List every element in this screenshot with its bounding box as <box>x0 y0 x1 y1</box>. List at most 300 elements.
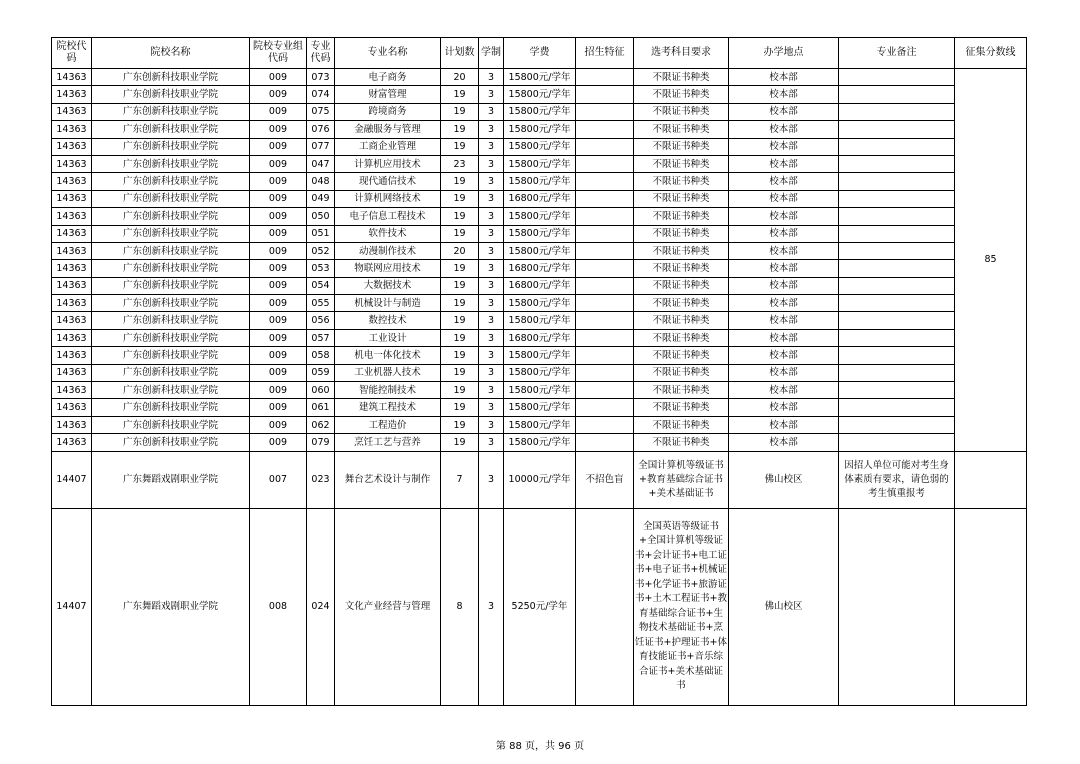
cell-mcode: 050 <box>307 208 335 225</box>
table-row <box>52 260 1027 277</box>
cell-major: 工业设计 <box>335 329 441 346</box>
cell-plan: 19 <box>441 416 479 433</box>
cell-remark <box>839 155 955 172</box>
cell-feature <box>576 364 634 381</box>
cell-mcode: 054 <box>307 277 335 294</box>
cell-feature <box>576 225 634 242</box>
cell-major: 机电一体化技术 <box>335 347 441 364</box>
cell-fee: 15800元/学年 <box>504 382 576 399</box>
cell-mcode: 058 <box>307 347 335 364</box>
table-row <box>52 434 1027 451</box>
admissions-table <box>51 37 1027 706</box>
header-remark: 专业备注 <box>839 38 955 69</box>
cell-name: 广东创新科技职业学院 <box>92 312 250 329</box>
cell-fee: 15800元/学年 <box>504 138 576 155</box>
cell-campus: 校本部 <box>729 155 839 172</box>
cell-score <box>955 451 1027 508</box>
cell-subjects: 不限证书种类 <box>634 173 729 190</box>
table-row <box>52 225 1027 242</box>
cell-plan: 19 <box>441 121 479 138</box>
cell-mcode: 059 <box>307 364 335 381</box>
cell-group: 009 <box>250 382 307 399</box>
cell-remark <box>839 69 955 86</box>
cell-years: 3 <box>479 508 504 705</box>
cell-major: 文化产业经营与管理 <box>335 508 441 705</box>
cell-name: 广东创新科技职业学院 <box>92 190 250 207</box>
cell-group: 009 <box>250 364 307 381</box>
cell-code: 14363 <box>52 155 92 172</box>
cell-years: 3 <box>479 190 504 207</box>
cell-campus: 校本部 <box>729 260 839 277</box>
table-row <box>52 347 1027 364</box>
cell-years: 3 <box>479 69 504 86</box>
cell-fee: 16800元/学年 <box>504 260 576 277</box>
cell-plan: 19 <box>441 86 479 103</box>
cell-name: 广东创新科技职业学院 <box>92 138 250 155</box>
cell-feature <box>576 86 634 103</box>
cell-code: 14363 <box>52 416 92 433</box>
table-row <box>52 69 1027 86</box>
cell-campus: 校本部 <box>729 86 839 103</box>
cell-major: 工商企业管理 <box>335 138 441 155</box>
cell-campus: 校本部 <box>729 208 839 225</box>
cell-major: 大数据技术 <box>335 277 441 294</box>
header-years: 学制 <box>479 38 504 69</box>
cell-fee: 15800元/学年 <box>504 416 576 433</box>
table-row <box>52 329 1027 346</box>
table-row <box>52 190 1027 207</box>
cell-campus: 校本部 <box>729 190 839 207</box>
table-row <box>52 155 1027 172</box>
cell-name: 广东创新科技职业学院 <box>92 173 250 190</box>
cell-code: 14363 <box>52 312 92 329</box>
cell-campus: 校本部 <box>729 416 839 433</box>
cell-remark: 因招人单位可能对考生身体素质有要求，请色弱的考生慎重报考 <box>839 451 955 508</box>
cell-major: 动漫制作技术 <box>335 242 441 259</box>
cell-fee: 10000元/学年 <box>504 451 576 508</box>
cell-code: 14363 <box>52 347 92 364</box>
cell-major: 计算机网络技术 <box>335 190 441 207</box>
cell-name: 广东舞蹈戏剧职业学院 <box>92 451 250 508</box>
cell-years: 3 <box>479 382 504 399</box>
cell-group: 009 <box>250 155 307 172</box>
cell-subjects: 不限证书种类 <box>634 329 729 346</box>
header-score: 征集分数线 <box>955 38 1027 69</box>
cell-group: 009 <box>250 416 307 433</box>
cell-campus: 校本部 <box>729 399 839 416</box>
cell-fee: 15800元/学年 <box>504 364 576 381</box>
cell-code: 14363 <box>52 138 92 155</box>
cell-name: 广东创新科技职业学院 <box>92 382 250 399</box>
cell-remark <box>839 312 955 329</box>
cell-mcode: 024 <box>307 508 335 705</box>
cell-mcode: 051 <box>307 225 335 242</box>
header-name: 院校名称 <box>92 38 250 69</box>
cell-remark <box>839 382 955 399</box>
cell-plan: 19 <box>441 103 479 120</box>
cell-plan: 19 <box>441 173 479 190</box>
cell-group: 009 <box>250 86 307 103</box>
header-campus: 办学地点 <box>729 38 839 69</box>
cell-feature <box>576 190 634 207</box>
cell-years: 3 <box>479 260 504 277</box>
cell-remark <box>839 416 955 433</box>
cell-plan: 19 <box>441 329 479 346</box>
cell-group: 009 <box>250 138 307 155</box>
cell-name: 广东舞蹈戏剧职业学院 <box>92 508 250 705</box>
cell-subjects: 不限证书种类 <box>634 242 729 259</box>
cell-name: 广东创新科技职业学院 <box>92 103 250 120</box>
cell-fee: 15800元/学年 <box>504 434 576 451</box>
cell-major: 工程造价 <box>335 416 441 433</box>
cell-remark <box>839 103 955 120</box>
cell-plan: 20 <box>441 242 479 259</box>
header-mcode: 专业代码 <box>307 38 335 69</box>
cell-code: 14363 <box>52 277 92 294</box>
cell-mcode: 057 <box>307 329 335 346</box>
cell-code: 14363 <box>52 225 92 242</box>
cell-major: 软件技术 <box>335 225 441 242</box>
cell-years: 3 <box>479 155 504 172</box>
cell-remark <box>839 208 955 225</box>
cell-group: 009 <box>250 173 307 190</box>
cell-code: 14363 <box>52 364 92 381</box>
table-row <box>52 399 1027 416</box>
cell-plan: 19 <box>441 312 479 329</box>
cell-feature <box>576 434 634 451</box>
cell-campus: 校本部 <box>729 364 839 381</box>
cell-feature <box>576 312 634 329</box>
cell-name: 广东创新科技职业学院 <box>92 260 250 277</box>
cell-subjects: 不限证书种类 <box>634 416 729 433</box>
cell-feature <box>576 155 634 172</box>
cell-name: 广东创新科技职业学院 <box>92 155 250 172</box>
cell-mcode: 062 <box>307 416 335 433</box>
cell-mcode: 076 <box>307 121 335 138</box>
cell-subjects: 不限证书种类 <box>634 103 729 120</box>
cell-feature <box>576 69 634 86</box>
table-row <box>52 121 1027 138</box>
cell-major: 烹饪工艺与营养 <box>335 434 441 451</box>
cell-fee: 15800元/学年 <box>504 399 576 416</box>
cell-subjects: 不限证书种类 <box>634 260 729 277</box>
cell-major: 数控技术 <box>335 312 441 329</box>
cell-subjects: 不限证书种类 <box>634 434 729 451</box>
cell-plan: 19 <box>441 260 479 277</box>
table-row-dance-1 <box>52 451 1027 508</box>
cell-name: 广东创新科技职业学院 <box>92 295 250 312</box>
cell-years: 3 <box>479 277 504 294</box>
cell-group: 009 <box>250 399 307 416</box>
table-row <box>52 364 1027 381</box>
cell-remark <box>839 347 955 364</box>
cell-major: 物联网应用技术 <box>335 260 441 277</box>
cell-subjects: 不限证书种类 <box>634 277 729 294</box>
cell-mcode: 052 <box>307 242 335 259</box>
header-row <box>52 38 1027 69</box>
cell-group: 009 <box>250 312 307 329</box>
cell-mcode: 023 <box>307 451 335 508</box>
cell-feature <box>576 260 634 277</box>
cell-plan: 8 <box>441 508 479 705</box>
cell-mcode: 049 <box>307 190 335 207</box>
cell-group: 009 <box>250 208 307 225</box>
cell-feature <box>576 347 634 364</box>
cell-remark <box>839 399 955 416</box>
cell-years: 3 <box>479 451 504 508</box>
cell-feature <box>576 329 634 346</box>
cell-campus: 校本部 <box>729 295 839 312</box>
cell-subjects: 全国英语等级证书+全国计算机等级证书+会计证书+电工证书+电子证书+机械证书+化学证书+旅游证书+土木工程证书+教育基础综合证书+生物技术基础证书+烹饪证书+护理证书+体育技能证书+音乐综合证书+美术基础证书 <box>634 508 729 705</box>
cell-plan: 19 <box>441 347 479 364</box>
cell-code: 14363 <box>52 434 92 451</box>
cell-mcode: 048 <box>307 173 335 190</box>
cell-plan: 19 <box>441 225 479 242</box>
table-row <box>52 295 1027 312</box>
cell-code: 14363 <box>52 121 92 138</box>
cell-fee: 15800元/学年 <box>504 208 576 225</box>
cell-fee: 15800元/学年 <box>504 69 576 86</box>
cell-group: 008 <box>250 508 307 705</box>
table-row <box>52 138 1027 155</box>
cell-code: 14363 <box>52 329 92 346</box>
cell-fee: 15800元/学年 <box>504 155 576 172</box>
cell-remark <box>839 190 955 207</box>
cell-fee: 15800元/学年 <box>504 347 576 364</box>
cell-campus: 校本部 <box>729 225 839 242</box>
cell-subjects: 不限证书种类 <box>634 121 729 138</box>
cell-feature <box>576 138 634 155</box>
cell-feature <box>576 121 634 138</box>
cell-fee: 15800元/学年 <box>504 295 576 312</box>
cell-fee: 16800元/学年 <box>504 190 576 207</box>
cell-feature <box>576 277 634 294</box>
cell-group: 009 <box>250 277 307 294</box>
cell-major: 建筑工程技术 <box>335 399 441 416</box>
cell-group: 009 <box>250 242 307 259</box>
cell-code: 14363 <box>52 295 92 312</box>
table-row <box>52 208 1027 225</box>
cell-subjects: 不限证书种类 <box>634 364 729 381</box>
cell-fee: 15800元/学年 <box>504 86 576 103</box>
header-major: 专业名称 <box>335 38 441 69</box>
cell-mcode: 055 <box>307 295 335 312</box>
cell-campus: 校本部 <box>729 277 839 294</box>
cell-code: 14363 <box>52 260 92 277</box>
cell-subjects: 不限证书种类 <box>634 295 729 312</box>
cell-years: 3 <box>479 399 504 416</box>
cell-years: 3 <box>479 208 504 225</box>
cell-plan: 19 <box>441 382 479 399</box>
cell-campus: 校本部 <box>729 347 839 364</box>
cell-remark <box>839 86 955 103</box>
table-row <box>52 242 1027 259</box>
cell-name: 广东创新科技职业学院 <box>92 69 250 86</box>
cell-remark <box>839 277 955 294</box>
cell-mcode: 075 <box>307 103 335 120</box>
cell-major: 智能控制技术 <box>335 382 441 399</box>
cell-years: 3 <box>479 329 504 346</box>
cell-group: 009 <box>250 434 307 451</box>
cell-remark <box>839 121 955 138</box>
cell-remark <box>839 295 955 312</box>
cell-name: 广东创新科技职业学院 <box>92 364 250 381</box>
cell-campus: 校本部 <box>729 312 839 329</box>
cell-name: 广东创新科技职业学院 <box>92 416 250 433</box>
table-row <box>52 86 1027 103</box>
cell-code: 14363 <box>52 69 92 86</box>
cell-plan: 19 <box>441 208 479 225</box>
cell-group: 007 <box>250 451 307 508</box>
cell-subjects: 全国计算机等级证书+教育基础综合证书+美术基础证书 <box>634 451 729 508</box>
cell-code: 14407 <box>52 508 92 705</box>
cell-major: 电子商务 <box>335 69 441 86</box>
cell-name: 广东创新科技职业学院 <box>92 329 250 346</box>
cell-feature: 不招色盲 <box>576 451 634 508</box>
cell-campus: 佛山校区 <box>729 508 839 705</box>
cell-major: 金融服务与管理 <box>335 121 441 138</box>
cell-years: 3 <box>479 347 504 364</box>
cell-campus: 校本部 <box>729 329 839 346</box>
cell-remark <box>839 329 955 346</box>
cell-code: 14363 <box>52 242 92 259</box>
cell-score-merged: 85 <box>955 69 1027 452</box>
cell-plan: 19 <box>441 434 479 451</box>
cell-mcode: 079 <box>307 434 335 451</box>
cell-plan: 20 <box>441 69 479 86</box>
cell-subjects: 不限证书种类 <box>634 155 729 172</box>
cell-mcode: 061 <box>307 399 335 416</box>
cell-score <box>955 508 1027 705</box>
cell-fee: 15800元/学年 <box>504 225 576 242</box>
cell-campus: 校本部 <box>729 173 839 190</box>
cell-remark <box>839 260 955 277</box>
cell-remark <box>839 173 955 190</box>
cell-feature <box>576 416 634 433</box>
cell-feature <box>576 508 634 705</box>
cell-plan: 19 <box>441 190 479 207</box>
cell-campus: 校本部 <box>729 121 839 138</box>
cell-remark <box>839 508 955 705</box>
table-row <box>52 416 1027 433</box>
cell-major: 跨境商务 <box>335 103 441 120</box>
cell-mcode: 074 <box>307 86 335 103</box>
cell-years: 3 <box>479 242 504 259</box>
cell-mcode: 060 <box>307 382 335 399</box>
cell-subjects: 不限证书种类 <box>634 382 729 399</box>
cell-feature <box>576 242 634 259</box>
cell-mcode: 056 <box>307 312 335 329</box>
cell-feature <box>576 382 634 399</box>
cell-years: 3 <box>479 312 504 329</box>
cell-campus: 佛山校区 <box>729 451 839 508</box>
cell-name: 广东创新科技职业学院 <box>92 225 250 242</box>
cell-code: 14363 <box>52 399 92 416</box>
cell-code: 14363 <box>52 86 92 103</box>
cell-fee: 15800元/学年 <box>504 121 576 138</box>
cell-plan: 19 <box>441 364 479 381</box>
cell-group: 009 <box>250 295 307 312</box>
cell-fee: 16800元/学年 <box>504 329 576 346</box>
cell-subjects: 不限证书种类 <box>634 312 729 329</box>
cell-feature <box>576 208 634 225</box>
cell-code: 14363 <box>52 173 92 190</box>
cell-campus: 校本部 <box>729 138 839 155</box>
cell-remark <box>839 242 955 259</box>
cell-mcode: 047 <box>307 155 335 172</box>
cell-subjects: 不限证书种类 <box>634 225 729 242</box>
cell-plan: 19 <box>441 295 479 312</box>
cell-years: 3 <box>479 434 504 451</box>
header-fee: 学费 <box>504 38 576 69</box>
cell-code: 14363 <box>52 208 92 225</box>
header-group: 院校专业组代码 <box>250 38 307 69</box>
table-row <box>52 173 1027 190</box>
cell-code: 14407 <box>52 451 92 508</box>
cell-fee: 15800元/学年 <box>504 242 576 259</box>
cell-plan: 23 <box>441 155 479 172</box>
cell-campus: 校本部 <box>729 242 839 259</box>
cell-name: 广东创新科技职业学院 <box>92 121 250 138</box>
cell-feature <box>576 103 634 120</box>
cell-mcode: 073 <box>307 69 335 86</box>
cell-fee: 5250元/学年 <box>504 508 576 705</box>
cell-plan: 19 <box>441 138 479 155</box>
cell-years: 3 <box>479 173 504 190</box>
cell-major: 电子信息工程技术 <box>335 208 441 225</box>
cell-major: 计算机应用技术 <box>335 155 441 172</box>
cell-remark <box>839 364 955 381</box>
cell-code: 14363 <box>52 382 92 399</box>
cell-name: 广东创新科技职业学院 <box>92 277 250 294</box>
cell-major: 机械设计与制造 <box>335 295 441 312</box>
cell-subjects: 不限证书种类 <box>634 208 729 225</box>
cell-plan: 19 <box>441 277 479 294</box>
cell-name: 广东创新科技职业学院 <box>92 399 250 416</box>
cell-years: 3 <box>479 86 504 103</box>
cell-fee: 15800元/学年 <box>504 103 576 120</box>
cell-remark <box>839 138 955 155</box>
cell-subjects: 不限证书种类 <box>634 399 729 416</box>
cell-subjects: 不限证书种类 <box>634 69 729 86</box>
cell-name: 广东创新科技职业学院 <box>92 208 250 225</box>
cell-major: 现代通信技术 <box>335 173 441 190</box>
cell-group: 009 <box>250 190 307 207</box>
cell-mcode: 077 <box>307 138 335 155</box>
cell-campus: 校本部 <box>729 69 839 86</box>
cell-group: 009 <box>250 260 307 277</box>
cell-fee: 15800元/学年 <box>504 173 576 190</box>
cell-group: 009 <box>250 347 307 364</box>
cell-years: 3 <box>479 121 504 138</box>
cell-major: 工业机器人技术 <box>335 364 441 381</box>
cell-remark <box>839 434 955 451</box>
cell-feature <box>576 295 634 312</box>
cell-code: 14363 <box>52 190 92 207</box>
cell-mcode: 053 <box>307 260 335 277</box>
table-row <box>52 312 1027 329</box>
cell-major: 财富管理 <box>335 86 441 103</box>
cell-years: 3 <box>479 295 504 312</box>
table-row <box>52 382 1027 399</box>
cell-remark <box>839 225 955 242</box>
cell-name: 广东创新科技职业学院 <box>92 347 250 364</box>
header-plan: 计划数 <box>441 38 479 69</box>
cell-fee: 16800元/学年 <box>504 277 576 294</box>
cell-years: 3 <box>479 416 504 433</box>
cell-group: 009 <box>250 69 307 86</box>
cell-feature <box>576 173 634 190</box>
